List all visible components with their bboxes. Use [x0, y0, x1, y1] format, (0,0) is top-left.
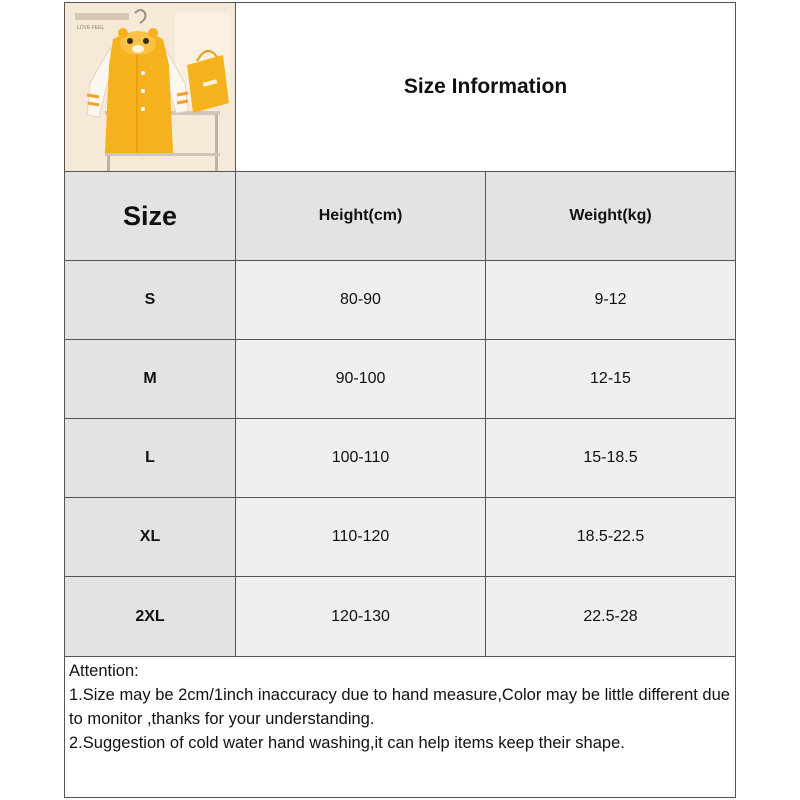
- column-header-size: [64, 171, 236, 261]
- height-value: 90-100: [335, 370, 386, 387]
- size-info-title-cell: [235, 2, 736, 172]
- raincoat-illustration: [65, 3, 235, 171]
- column-header-weight-label: Weight(kg): [569, 207, 652, 224]
- notes-heading: Attention:: [69, 662, 139, 680]
- height-value: 110-120: [331, 528, 390, 545]
- table-row-size: [64, 418, 236, 498]
- weight-value: 15-18.5: [583, 449, 638, 466]
- table-row-weight: [485, 260, 736, 340]
- column-header-height-label: Height(cm): [318, 207, 403, 224]
- notes-line-2: 2.Suggestion of cold water hand washing,it can help items keep their shape.: [69, 734, 625, 752]
- page-title: Size Information: [403, 75, 568, 98]
- table-row-height: [235, 418, 486, 498]
- height-value: 80-90: [340, 291, 381, 308]
- column-header-height: [235, 171, 486, 261]
- height-value: 100-110: [331, 449, 390, 466]
- photo-brand-text: LOVE FEEL: [77, 25, 105, 31]
- attention-notes: [64, 656, 736, 798]
- table-row-height: [235, 497, 486, 577]
- size-label: XL: [139, 528, 161, 545]
- weight-value: 18.5-22.5: [576, 528, 645, 545]
- column-header-weight: [485, 171, 736, 261]
- weight-value: 9-12: [594, 291, 627, 308]
- height-value: 120-130: [331, 607, 390, 625]
- table-row-height: [235, 339, 486, 419]
- size-label: L: [145, 449, 155, 466]
- size-chart: [64, 2, 736, 798]
- size-label: 2XL: [135, 607, 165, 625]
- column-header-size-label: Size: [122, 200, 178, 231]
- table-row-weight: [485, 418, 736, 498]
- product-photo: [64, 2, 236, 172]
- table-row-size: [64, 339, 236, 419]
- table-row-size: [64, 576, 236, 657]
- table-row-weight: [485, 497, 736, 577]
- notes-line-1: 1.Size may be 2cm/1inch inaccuracy due to hand measure,Color may be little different due to monitor ,thanks for your understanding.: [69, 686, 735, 728]
- size-label: S: [144, 291, 156, 308]
- size-label: M: [143, 370, 157, 387]
- table-row-size: [64, 497, 236, 577]
- weight-value: 12-15: [590, 370, 631, 387]
- table-row-size: [64, 260, 236, 340]
- table-row-height: [235, 260, 486, 340]
- weight-value: 22.5-28: [583, 607, 638, 625]
- table-row-weight: [485, 576, 736, 657]
- table-row-weight: [485, 339, 736, 419]
- table-row-height: [235, 576, 486, 657]
